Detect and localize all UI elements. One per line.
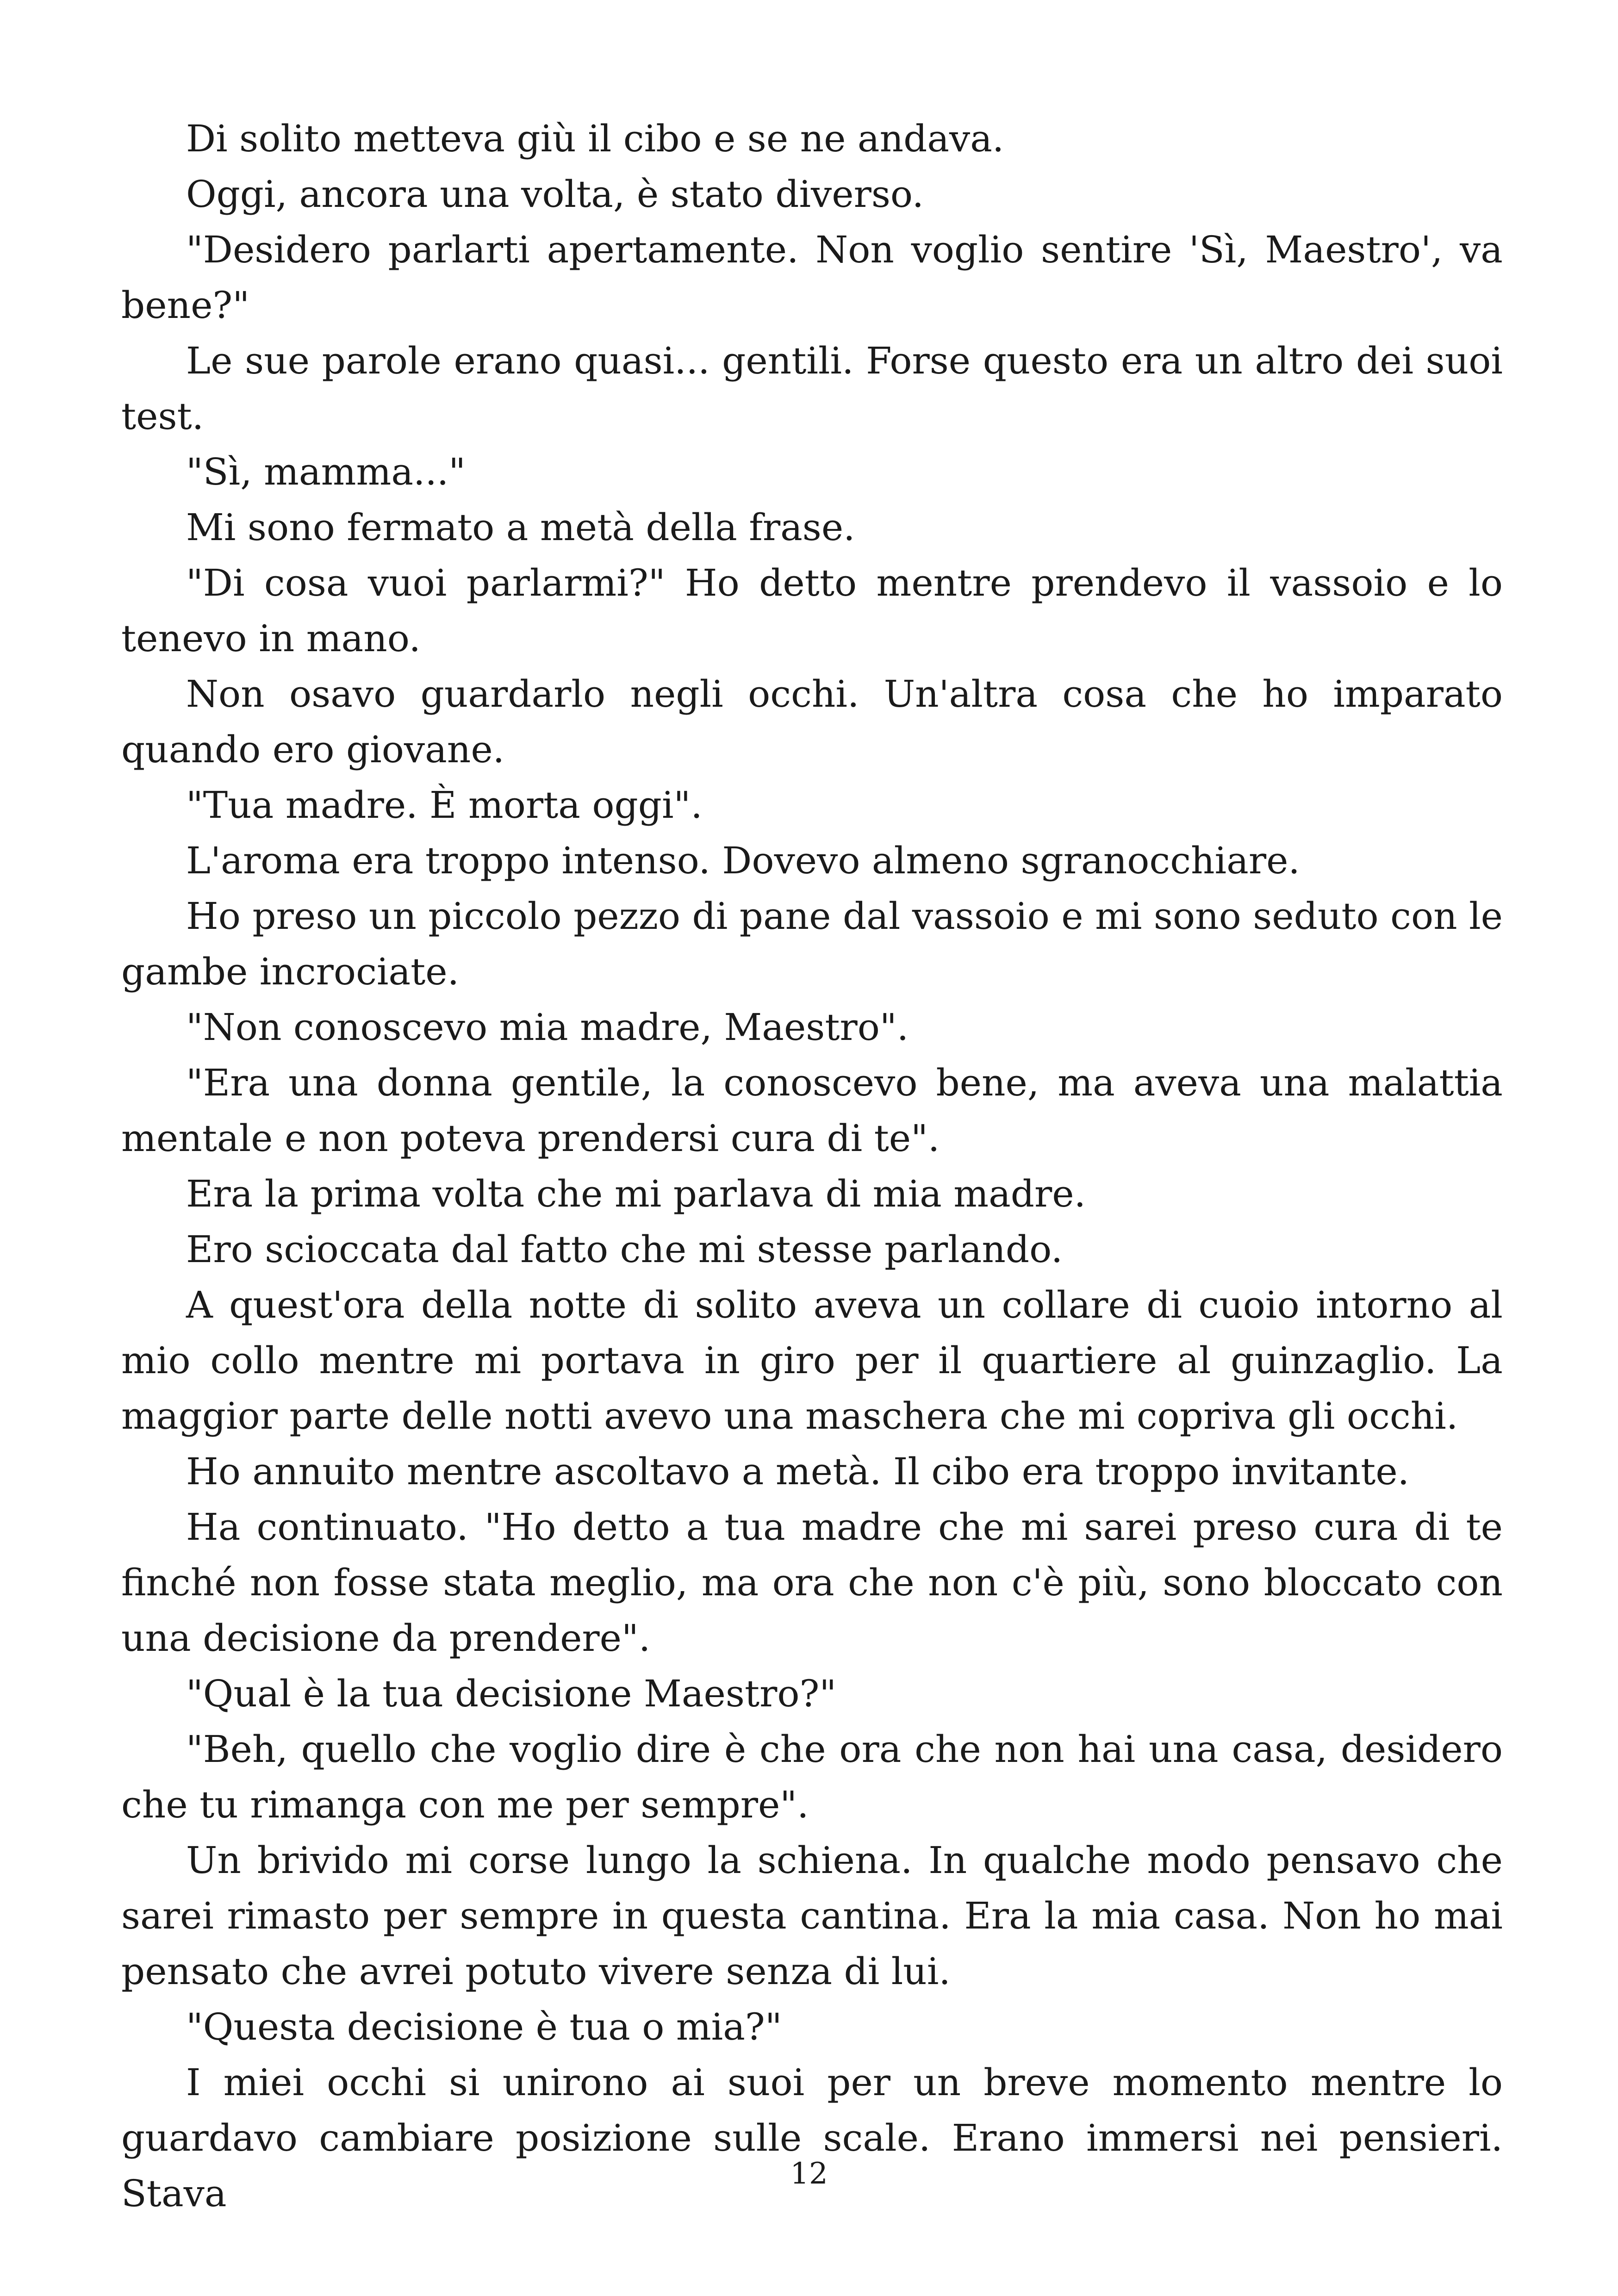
- paragraph: "Questa decisione è tua o mia?": [186, 2005, 782, 2048]
- paragraph: "Qual è la tua decisione Maestro?": [186, 1672, 837, 1715]
- paragraph: Era la prima volta che mi parlava di mia madre.: [186, 1172, 1086, 1215]
- page-text: [121, 111, 1503, 2221]
- paragraph: L'aroma era troppo intenso. Dovevo almeno sgranocchiare.: [186, 839, 1300, 882]
- paragraph: Un brivido mi corse lungo la schiena. In qualche modo pensavo che sarei rimasto per sempre in questa cantina. Era la mia casa. Non ho mai pensato che avrei potuto vivere senza di lui.: [121, 1839, 1503, 1993]
- paragraph: "Desidero parlarti apertamente. Non voglio sentire 'Sì, Maestro', va bene?": [121, 228, 1503, 327]
- paragraph: Non osavo guardarlo negli occhi. Un'altra cosa che ho imparato quando ero giovane.: [121, 672, 1503, 771]
- paragraph: Ho preso un piccolo pezzo di pane dal vassoio e mi sono seduto con le gambe incrociate.: [121, 895, 1503, 993]
- paragraph: Oggi, ancora una volta, è stato diverso.: [186, 173, 924, 216]
- paragraph: Mi sono fermato a metà della frase.: [186, 506, 855, 549]
- paragraph: Ho annuito mentre ascoltavo a metà. Il cibo era troppo invitante.: [186, 1450, 1410, 1493]
- paragraph: Ero scioccata dal fatto che mi stesse parlando.: [186, 1228, 1063, 1271]
- paragraph: "Di cosa vuoi parlarmi?" Ho detto mentre prendevo il vassoio e lo tenevo in mano.: [121, 561, 1503, 660]
- paragraph: "Beh, quello che voglio dire è che ora che non hai una casa, desidero che tu rimanga con me per sempre".: [121, 1728, 1503, 1826]
- paragraph: "Non conoscevo mia madre, Maestro".: [186, 1006, 909, 1049]
- page-number: 12: [790, 2157, 828, 2191]
- paragraph: I miei occhi si unirono ai suoi per un breve momento mentre lo guardavo cambiare posizione sulle scale. Erano immersi nei pensieri. Stava: [121, 2061, 1503, 2215]
- paragraph: Le sue parole erano quasi... gentili. Forse questo era un altro dei suoi test.: [121, 339, 1503, 438]
- paragraph: "Era una donna gentile, la conoscevo bene, ma aveva una malattia mentale e non poteva prendersi cura di te".: [121, 1061, 1503, 1160]
- paragraph: Ha continuato. "Ho detto a tua madre che mi sarei preso cura di te finché non fosse stata meglio, ma ora che non c'è più, sono bloccato con una decisione da prendere".: [121, 1506, 1503, 1660]
- paragraph: "Sì, mamma...": [186, 450, 466, 493]
- paragraph: Di solito metteva giù il cibo e se ne andava.: [186, 117, 1004, 160]
- paragraph: "Tua madre. È morta oggi".: [186, 784, 703, 827]
- paragraph: A quest'ora della notte di solito aveva un collare di cuoio intorno al mio collo mentre mi portava in giro per il quartiere al guinzaglio. La maggior parte delle notti avevo una maschera che mi copriva gli occhi.: [121, 1283, 1503, 1437]
